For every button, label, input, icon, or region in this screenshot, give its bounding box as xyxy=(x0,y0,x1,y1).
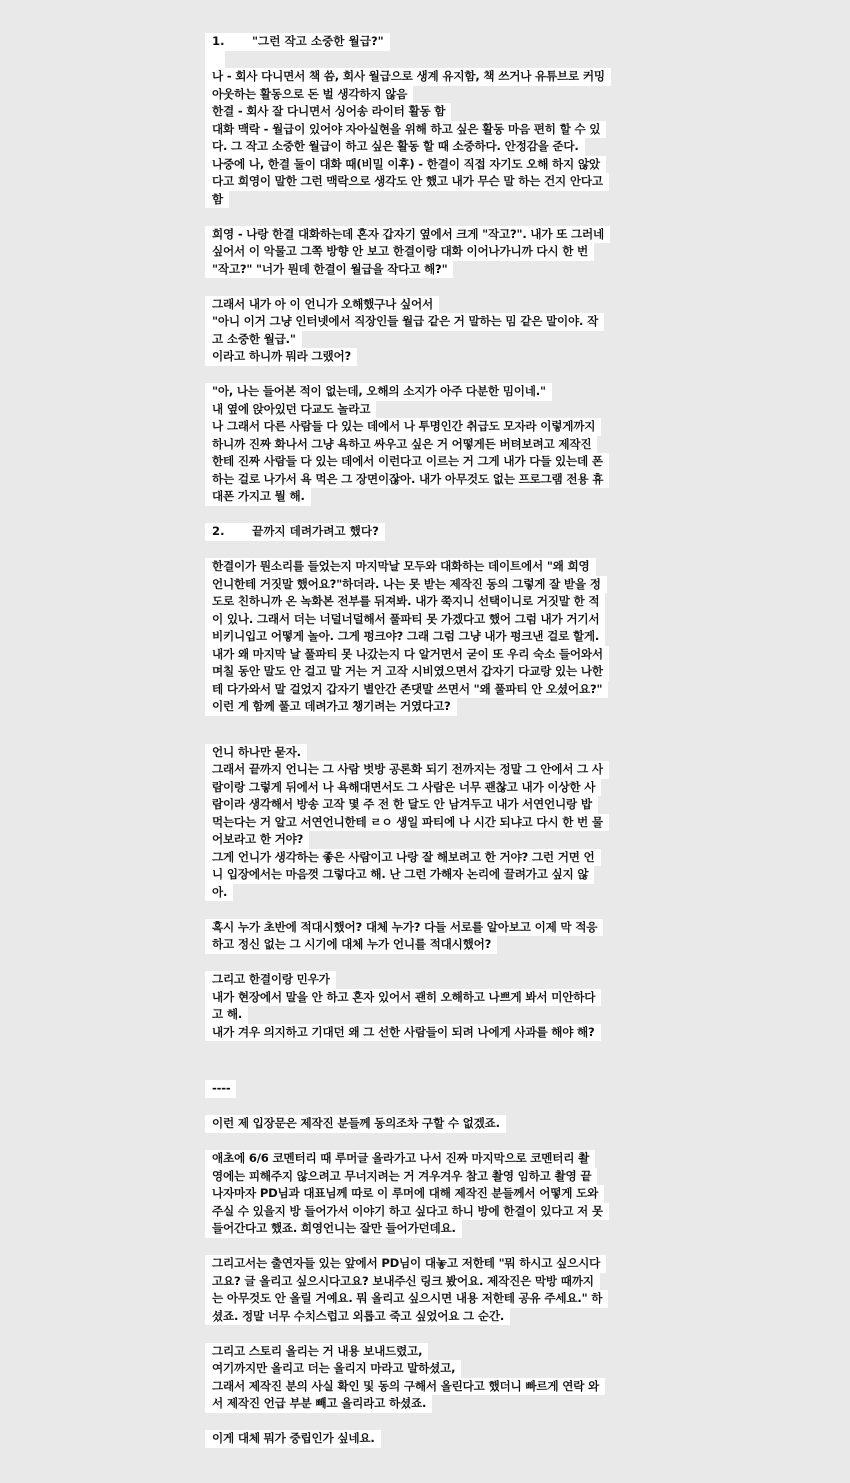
text-line: 는 아무것도 안 올릴 거예요. 뭐 올리고 싶으시면 내용 저한테 공유 주세요." 하 xyxy=(205,1290,608,1308)
section-2-title: 끝까지 데려가려고 했다? xyxy=(252,524,379,538)
text-line: 서 제작진 언급 부분 빼고 올리라고 하셨죠. xyxy=(205,1395,432,1413)
text-line: 다. 그 작고 소중한 월급이 하고 싶은 활동 할 때 소중하다. 안정감을 준다. xyxy=(205,138,585,156)
text-line: "작고?" "너가 뭔데 한결이 월급을 작다고 해?" xyxy=(205,261,453,279)
text-line: 하니까 진짜 화나서 그냥 욕하고 싸우고 싶은 거 어떻게든 버텨보려고 제작진 xyxy=(205,436,597,454)
text-line: 어보라고 한 거야? xyxy=(205,831,309,849)
text-line: 애초에 6/6 코멘터리 때 루머글 올라가고 나서 진짜 마지막으로 코멘터리 촬 xyxy=(205,1150,595,1168)
text-line: 그리고 스토리 올리는 거 내용 보내드렸고, xyxy=(205,1343,428,1361)
text-line: 아웃하는 활동으로 돈 벌 생각하지 않음 xyxy=(205,86,413,104)
text-line: 이라고 하니까 뭐라 그랬어? xyxy=(205,348,357,366)
text-line: 나 - 회사 다니면서 책 씀, 회사 월급으로 생계 유지함, 책 쓰거나 유튜브로 커밍 xyxy=(205,68,611,86)
section-2-block-2 xyxy=(205,744,609,902)
text-line: 주실 수 있을지 방 들어가서 이야기 하고 싶다고 하니 방에 한결이 있다고 저 못 xyxy=(205,1203,609,1221)
text-line: 이런 게 함께 풀고 데려가고 챙기려는 거였다고? xyxy=(205,698,457,716)
text-line: 다고 희영이 말한 그런 맥락으로 생각도 안 했고 내가 무슨 말 하는 건지 안다고 xyxy=(205,173,609,191)
section-3-block-4 xyxy=(205,1343,609,1413)
text-line: 언니한테 거짓말 했어요?"하더라. 나는 못 받는 제작진 동의 그렇게 잘 받을 정 xyxy=(205,576,607,594)
section-2-block-3 xyxy=(205,919,609,954)
text-line: 도로 친하니까 온 녹화본 전부를 뒤져봐. 내가 쭉지니 선택이니로 거짓말 한 적 xyxy=(205,593,605,611)
text-line: 셨죠. 정말 너무 수치스럽고 외롭고 죽고 싶었어요 그 순간. xyxy=(205,1308,510,1326)
text-line: 이 있나. 그래서 더는 너덜너덜해서 풀파티 못 가겠다고 했어 그럼 내가 거기서 xyxy=(205,611,605,629)
text-line: 니 입장에서는 마음껏 그렇다고 해. 난 그런 가해자 논리에 끌려가고 싶지 않 xyxy=(205,866,594,884)
text-line: 먹는다는 거 알고 서연언니한테 ㄹㅇ 생일 파티에 나 시간 되냐고 다시 한 번 물 xyxy=(205,814,609,832)
text-line: 나자마자 PD님과 대표님께 따로 이 루머에 대해 제작진 분들께서 어떻게 도와 xyxy=(205,1185,604,1203)
text-line: 그게 언니가 생각하는 좋은 사람이고 나랑 잘 해보려고 한 거야? 그런 거면 언 xyxy=(205,849,601,867)
section-1-block-3 xyxy=(205,296,611,366)
text-line: 아. xyxy=(205,884,233,902)
section-3 xyxy=(205,1080,609,1448)
text-line: 이런 제 입장문은 제작진 분들께 동의조차 구할 수 없겠죠. xyxy=(205,1115,506,1133)
text-line: 여기까지만 올리고 더는 올리지 마라고 말하셨고, xyxy=(205,1360,461,1378)
text-line: 며칠 동안 말도 안 걸고 말 거는 거 고작 시비였으면서 갑자기 다교랑 있는 나한 xyxy=(205,663,609,681)
section-2-block-1 xyxy=(205,558,609,716)
text-line: 영에는 피해주지 않으려고 무너지려는 거 겨우겨우 참고 촬영 임하고 촬영 끝 xyxy=(205,1168,597,1186)
text-line: 고요? 글 올리고 싶으시다고요? 보내주신 링크 봤어요. 제작진은 막방 때까지 xyxy=(205,1273,600,1291)
text-line: "아, 나는 들어본 적이 없는데, 오해의 소지가 아주 다분한 밈이네." xyxy=(205,383,552,401)
text-line: 싶어서 이 악물고 그쪽 방향 안 보고 한결이랑 대화 이어나가니까 다시 한 번 xyxy=(205,243,594,261)
section-3-block-1 xyxy=(205,1115,609,1133)
text-line: 내가 현장에서 말을 안 하고 혼자 있어서 괜히 오해하고 나쁘게 봐서 미안하다 xyxy=(205,989,601,1007)
text-line: 나 그래서 다른 사람들 다 있는 데에서 나 투명인간 취급도 모자라 이렇게까지 xyxy=(205,418,601,436)
text-line: 나중에 나, 한결 둘이 대화 때(비밀 이후) - 한결이 직접 자기도 오해 하지 않았 xyxy=(205,156,606,174)
section-2 xyxy=(205,520,609,1041)
section-1-block-4 xyxy=(205,383,611,506)
text-line: 내가 겨우 의지하고 기대던 왜 그 선한 사람들이 되려 나에게 사과를 해야 해? xyxy=(205,1024,601,1042)
section-1-block-1 xyxy=(205,68,611,208)
divider: ---- xyxy=(205,1080,236,1098)
text-line: 대폰 가지고 뭘 해. xyxy=(205,488,311,506)
text-line: 람이랑 그렇게 뒤에서 나 욕해대면서도 그 사람은 너무 괜찮고 내가 이상한 사 xyxy=(205,779,601,797)
section-3-block-3 xyxy=(205,1255,609,1325)
section-1-block-2 xyxy=(205,226,611,279)
section-3-block-5 xyxy=(205,1430,609,1448)
text-line: 람이라 생각해서 방송 고작 몇 주 전 한 달도 안 남겨두고 내가 서연언니랑 밥 xyxy=(205,796,598,814)
text-line: 이게 대체 뭐가 중립인가 싶네요. xyxy=(205,1430,381,1448)
text-line: 대화 맥락 - 월급이 있어야 자아실현을 위해 하고 싶은 활동 마음 편히 할 수 있 xyxy=(205,121,606,139)
text-line: 고 소중한 월급." xyxy=(205,331,302,349)
section-1 xyxy=(205,30,611,506)
text-line: 그래서 제작진 분의 사실 확인 및 동의 구해서 올린다고 했더니 빠르게 연락 와 xyxy=(205,1378,605,1396)
text-line: 하는 걸로 나가서 욕 먹은 그 장면이잖아. 내가 아무것도 없는 프로그램 전용 휴 xyxy=(205,471,609,489)
text-line: 언니 하나만 묻자. xyxy=(205,744,307,762)
text-line: 내 옆에 앉아있던 다교도 놀라고 xyxy=(205,401,376,419)
text-line: 고 해. xyxy=(205,1006,248,1024)
section-2-heading xyxy=(205,523,385,541)
text-line: 희영 - 나랑 한결 대화하는데 혼자 갑자기 옆에서 크게 "작고?". 내가 또 그러네 xyxy=(205,226,610,244)
text-line: 그리고서는 출연자들 있는 앞에서 PD님이 대놓고 저한테 "뭐 하시고 싶으시다 xyxy=(205,1255,606,1273)
text-line: 그래서 끝까지 언니는 그 사람 벗방 공론화 되기 전까지는 정말 그 안에서 그 사 xyxy=(205,761,609,779)
text-line: 한결 - 회사 잘 다니면서 싱어송 라이터 활동 함 xyxy=(205,103,451,121)
text-line: 내가 왜 마지막 날 풀파티 못 나갔는지 다 알거면서 굳이 또 우리 숙소 들어와서 xyxy=(205,646,609,664)
section-1-title: "그런 작고 소중한 월급?" xyxy=(252,34,384,48)
text-line: 그래서 내가 아 이 언니가 오해했구나 싶어서 xyxy=(205,296,439,314)
text-line: 함 xyxy=(205,191,229,209)
text-line: 테 다가와서 말 걸었지 갑자기 별안간 존댓말 쓰면서 "왜 풀파티 안 오셨어요?" xyxy=(205,681,608,699)
text-line: 한테 진짜 사람들 다 있는 데에서 이런다고 이르는 거 그게 내가 다들 있는데 폰 xyxy=(205,453,609,471)
text-line: 그리고 한결이랑 민우가 xyxy=(205,971,336,989)
text-line: "아니 이거 그냥 인터넷에서 직장인들 월급 같은 거 말하는 밈 같은 말이야. 작 xyxy=(205,313,604,331)
text-line: 한결이가 뭔소리를 들었는지 마지막날 모두와 대화하는 데이트에서 "왜 희영 xyxy=(205,558,596,576)
text-line: 하고 정신 없는 그 시기에 대체 누가 언니를 적대시했어? xyxy=(205,936,497,954)
section-2-number: 2. xyxy=(212,524,225,538)
text-line: 혹시 누가 초반에 적대시했어? 대체 누가? 다들 서로를 알아보고 이제 막 적응 xyxy=(205,919,603,937)
section-1-number: 1. xyxy=(212,34,225,48)
text-line: 비키니입고 어떻게 놀아. 그게 펑크야? 그래 그럼 그냥 내가 펑크낸 걸로 할게. xyxy=(205,628,605,646)
section-2-block-4 xyxy=(205,971,609,1041)
section-3-block-2 xyxy=(205,1150,609,1238)
text-line: 들어간다고 했죠. 희영언니는 잘만 들어가던데요. xyxy=(205,1220,462,1238)
section-1-heading xyxy=(205,33,390,51)
